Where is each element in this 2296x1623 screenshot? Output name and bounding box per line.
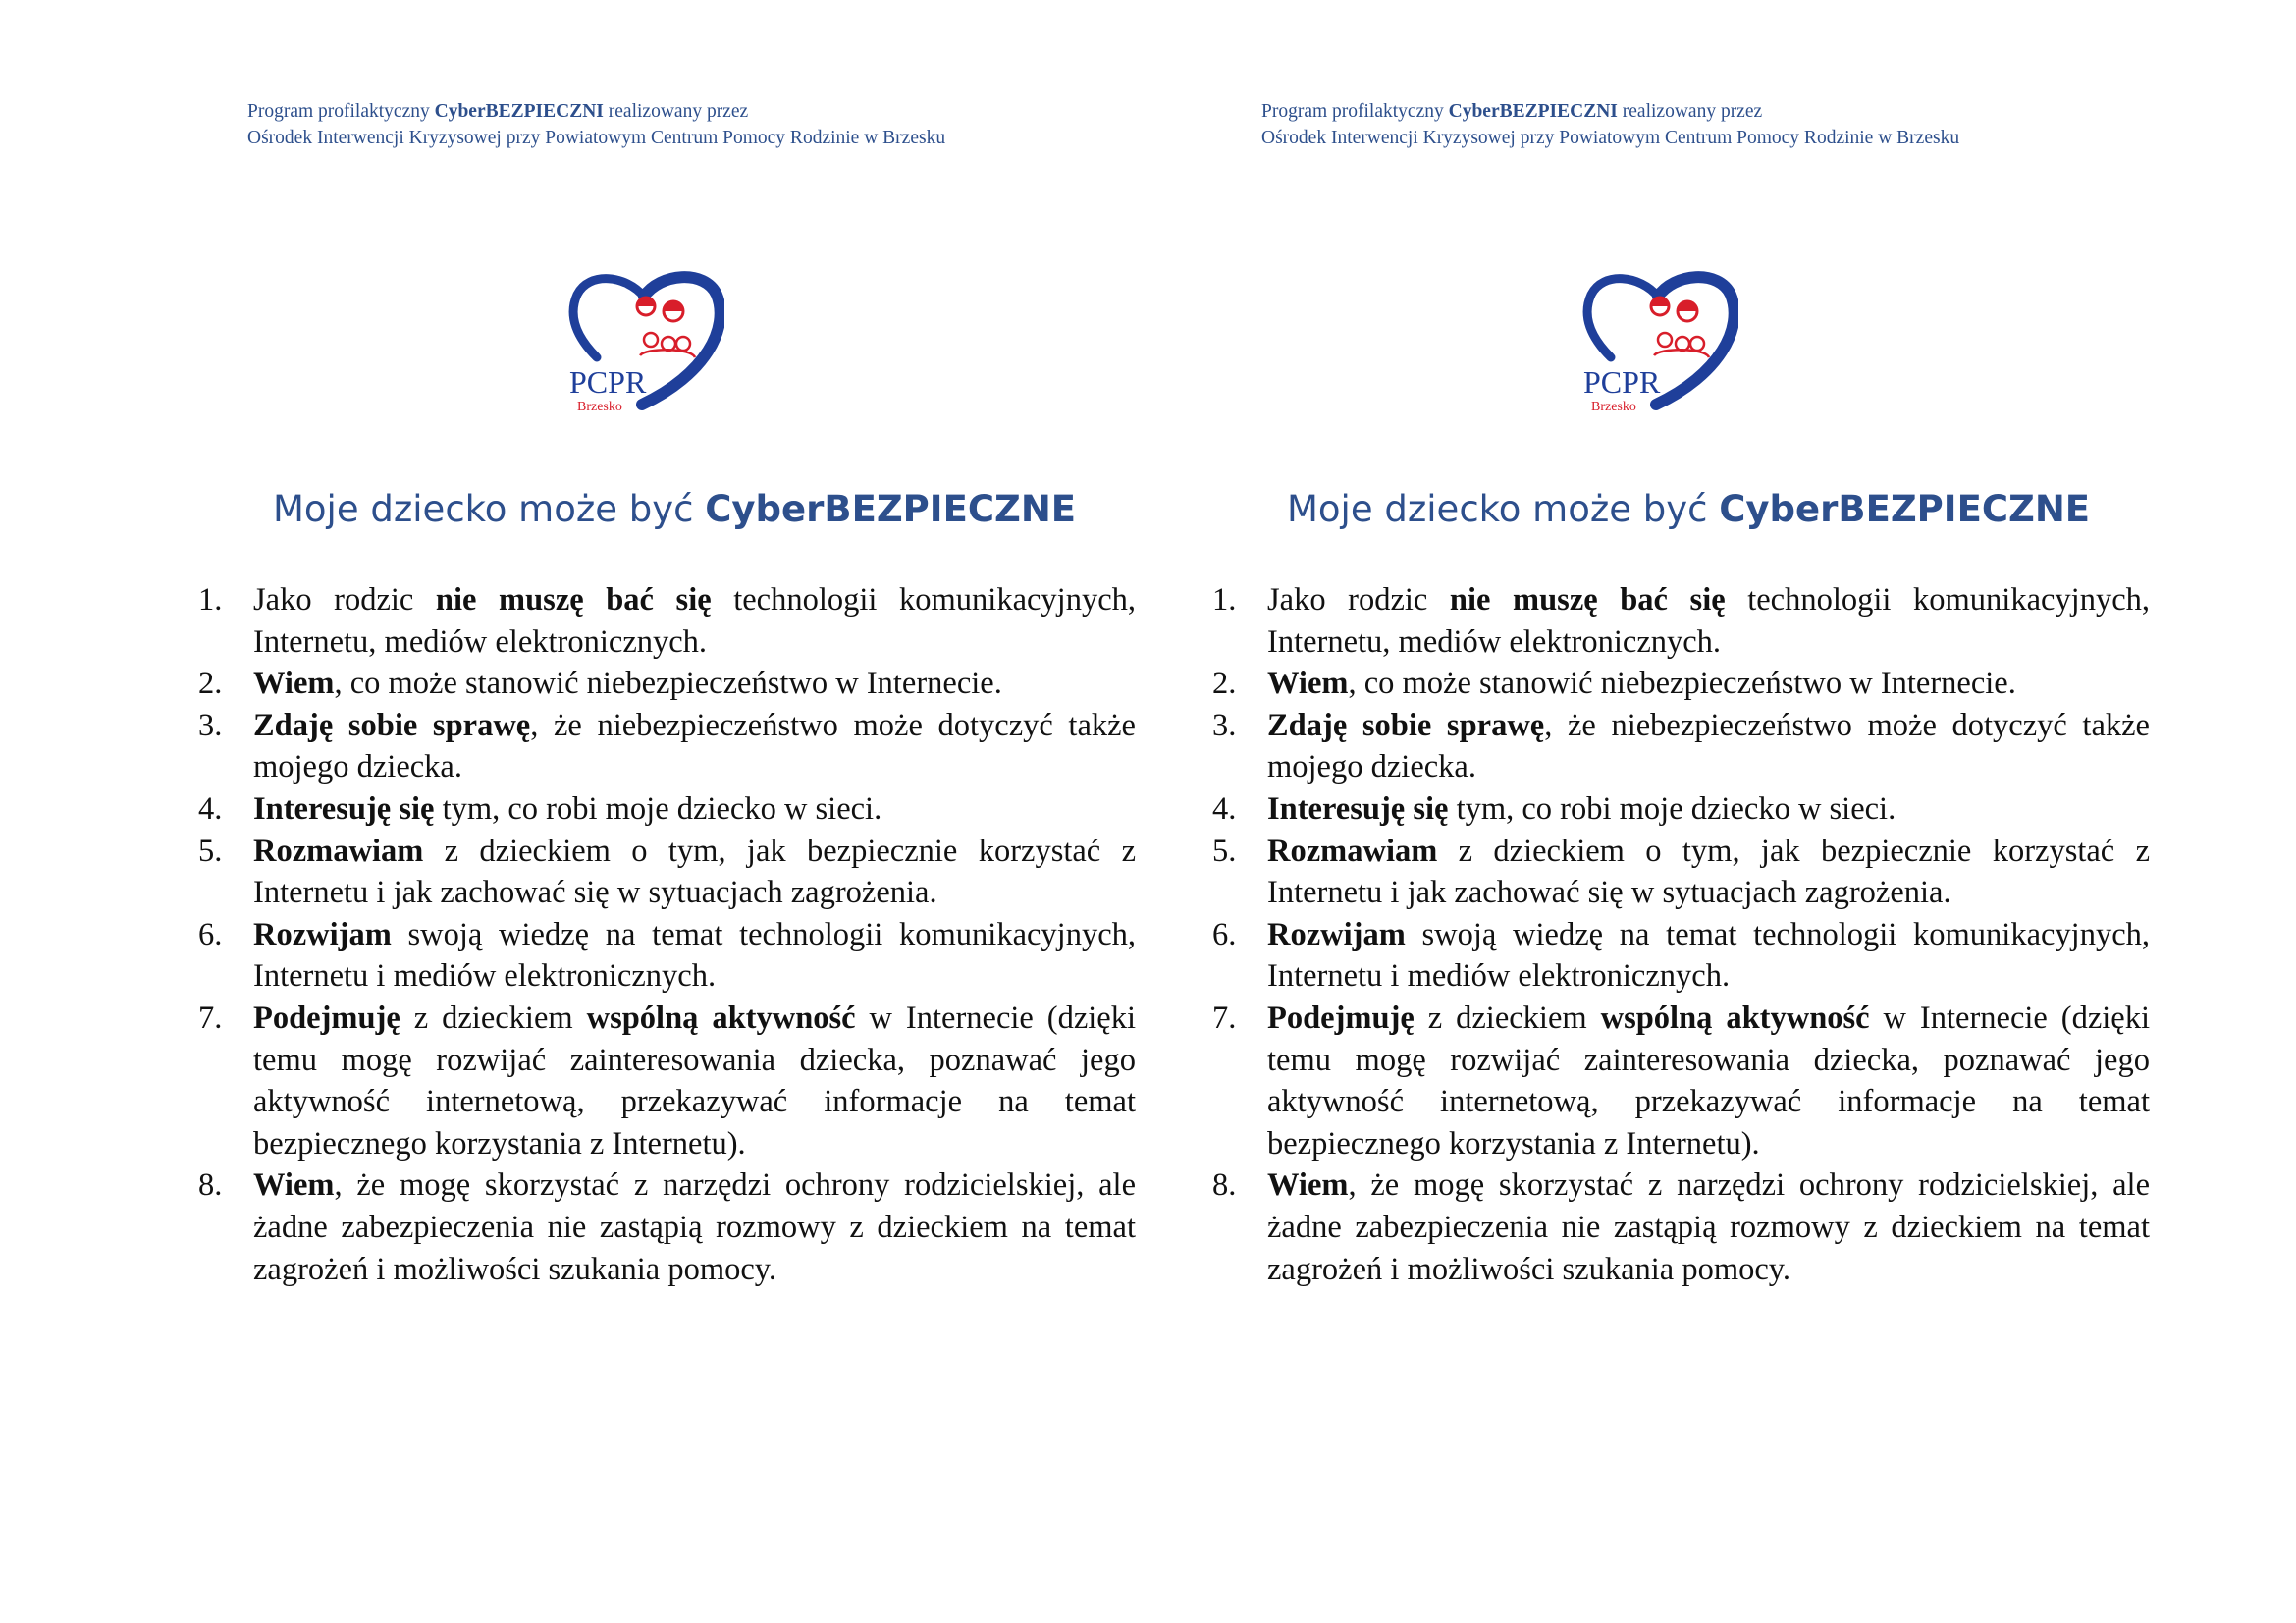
list-item-text-2: w Internecie (dzięki temu mogę rozwijać zainteresowania dziecka, poznawać jego aktywność internetową, przekazywać informacje na temat bezpiecznego korzystania z Internetu).	[253, 1000, 1136, 1162]
list-item	[1212, 705, 2150, 788]
list-item	[1212, 579, 2150, 663]
list-item-bold: Rozwijam	[1267, 916, 1406, 952]
tips-list	[198, 579, 1136, 1290]
list-item-bold-2: nie muszę bać się	[1449, 582, 1726, 618]
logo-subtext: Brzesko	[577, 400, 622, 414]
list-item-bold: Wiem	[1267, 666, 1349, 702]
list-item-bold: Zdaję sobie sprawę	[253, 707, 531, 743]
list-item	[198, 998, 1136, 1164]
list-item-text-2: technologii komunikacyjnych, Internetu, mediów elektronicznych.	[253, 582, 1136, 660]
tips-list	[1212, 579, 2150, 1290]
list-item-bold: Wiem	[1267, 1167, 1349, 1204]
header-line-2: Ośrodek Interwencji Kryzysowej przy Powiatowym Centrum Pomocy Rodzinie w Brzesku	[247, 128, 946, 148]
list-item	[198, 579, 1136, 663]
header-line-1-pre: Program profilaktyczny	[247, 101, 435, 122]
list-item	[1212, 788, 2150, 831]
program-header	[1261, 98, 1959, 151]
logo-text: PCPR	[569, 364, 647, 400]
header-program-name: CyberBEZPIECZNI	[434, 101, 604, 122]
list-item	[198, 1164, 1136, 1290]
list-item-text: z dzieckiem	[1414, 1000, 1601, 1036]
header-line-2: Ośrodek Interwencji Kryzysowej przy Powiatowym Centrum Pomocy Rodzinie w Brzesku	[1261, 128, 1960, 148]
list-item-number: 6.	[1212, 916, 1237, 952]
list-item	[198, 788, 1136, 831]
list-item-text-2: technologii komunikacyjnych, Internetu, mediów elektronicznych.	[1267, 582, 2150, 660]
header-line-1-post: realizowany przez	[603, 101, 749, 122]
list-item-number: 3.	[198, 707, 223, 743]
program-header	[247, 98, 945, 151]
list-item-number: 7.	[1212, 1000, 1237, 1036]
list-item-number: 5.	[1212, 833, 1237, 869]
list-item-number: 5.	[198, 833, 223, 869]
header-line-1-post: realizowany przez	[1617, 101, 1763, 122]
title-bold: CyberBEZPIECZNE	[1719, 488, 2091, 530]
list-item-number: 8.	[1212, 1167, 1237, 1204]
list-item	[1212, 998, 2150, 1164]
list-item	[198, 663, 1136, 705]
list-item	[198, 705, 1136, 788]
list-item-bold: Wiem	[253, 666, 335, 702]
list-item-bold: Interesuję się	[1267, 790, 1449, 827]
list-item-text: z dzieckiem o tym, jak bezpiecznie korzystać z Internetu i jak zachować się w sytuacjach zagrożenia.	[1267, 833, 2150, 911]
list-item-number: 3.	[1212, 707, 1237, 743]
logo-text: PCPR	[1583, 364, 1661, 400]
list-item-text-2: w Internecie (dzięki temu mogę rozwijać zainteresowania dziecka, poznawać jego aktywność internetową, przekazywać informacje na temat bezpiecznego korzystania z Internetu).	[1267, 1000, 2150, 1162]
list-item	[1212, 831, 2150, 914]
list-item-text: , że niebezpieczeństwo może dotyczyć także mojego dziecka.	[1267, 707, 2150, 785]
list-item	[198, 914, 1136, 998]
list-item	[198, 831, 1136, 914]
list-item-text: tym, co robi moje dziecko w sieci.	[434, 790, 882, 827]
list-item-text: z dzieckiem o tym, jak bezpiecznie korzystać z Internetu i jak zachować się w sytuacjach zagrożenia.	[253, 833, 1136, 911]
list-item-text: , że niebezpieczeństwo może dotyczyć także mojego dziecka.	[253, 707, 1136, 785]
list-item-text: tym, co robi moje dziecko w sieci.	[1448, 790, 1896, 827]
list-item-bold: Rozmawiam	[253, 833, 424, 869]
list-item-number: 4.	[198, 790, 223, 827]
list-item-number: 6.	[198, 916, 223, 952]
list-item-number: 4.	[1212, 790, 1237, 827]
list-item	[1212, 663, 2150, 705]
list-item-bold: Podejmuję	[1267, 1000, 1415, 1036]
list-item-bold: Zdaję sobie sprawę	[1267, 707, 1545, 743]
list-item-text: swoją wiedzę na temat technologii komunikacyjnych, Internetu i mediów elektronicznych.	[1267, 916, 2150, 995]
leaflet-title	[273, 485, 1076, 534]
list-item-bold: Rozwijam	[253, 916, 392, 952]
list-item-number: 8.	[198, 1167, 223, 1204]
header-line-1	[247, 98, 945, 125]
list-item-bold-2: nie muszę bać się	[435, 582, 712, 618]
header-line-1	[1261, 98, 1959, 125]
title-bold: CyberBEZPIECZNE	[705, 488, 1077, 530]
list-item	[1212, 914, 2150, 998]
list-item-text: Jako rodzic	[253, 582, 436, 618]
list-item-bold: Rozmawiam	[1267, 833, 1438, 869]
header-program-name: CyberBEZPIECZNI	[1448, 101, 1618, 122]
list-item-text: , co może stanowić niebezpieczeństwo w Internecie.	[1348, 666, 2016, 702]
list-item-bold-2: wspólną aktywność	[586, 1000, 856, 1036]
list-item-bold: Interesuję się	[253, 790, 435, 827]
list-item-number: 2.	[1212, 666, 1237, 702]
list-item-number: 7.	[198, 1000, 223, 1036]
list-item	[1212, 1164, 2150, 1290]
list-item-number: 1.	[1212, 582, 1237, 618]
pcpr-logo	[1581, 267, 1738, 414]
list-item-bold: Podejmuję	[253, 1000, 400, 1036]
title-pre: Moje dziecko może być	[273, 488, 706, 530]
list-item-text: z dzieckiem	[400, 1000, 587, 1036]
list-item-text: swoją wiedzę na temat technologii komunikacyjnych, Internetu i mediów elektronicznych.	[253, 916, 1136, 995]
list-item-text: , że mogę skorzystać z narzędzi ochrony rodzicielskiej, ale żadne zabezpieczenia nie zastąpią rozmowy z dzieckiem na temat zagrożeń i możliwości szukania pomocy.	[253, 1167, 1136, 1287]
list-item-text: , co może stanowić niebezpieczeństwo w Internecie.	[334, 666, 1002, 702]
list-item-text: , że mogę skorzystać z narzędzi ochrony rodzicielskiej, ale żadne zabezpieczenia nie zastąpią rozmowy z dzieckiem na temat zagrożeń i możliwości szukania pomocy.	[1267, 1167, 2150, 1287]
list-item-bold: Wiem	[253, 1167, 335, 1204]
list-item-number: 1.	[198, 582, 223, 618]
header-line-1-pre: Program profilaktyczny	[1261, 101, 1449, 122]
logo-subtext: Brzesko	[1591, 400, 1636, 414]
leaflet-right	[1014, 0, 2162, 1623]
leaflet-title	[1287, 485, 2090, 534]
pcpr-logo	[567, 267, 724, 414]
title-pre: Moje dziecko może być	[1287, 488, 1720, 530]
list-item-text: Jako rodzic	[1267, 582, 1450, 618]
list-item-bold-2: wspólną aktywność	[1600, 1000, 1870, 1036]
list-item-number: 2.	[198, 666, 223, 702]
